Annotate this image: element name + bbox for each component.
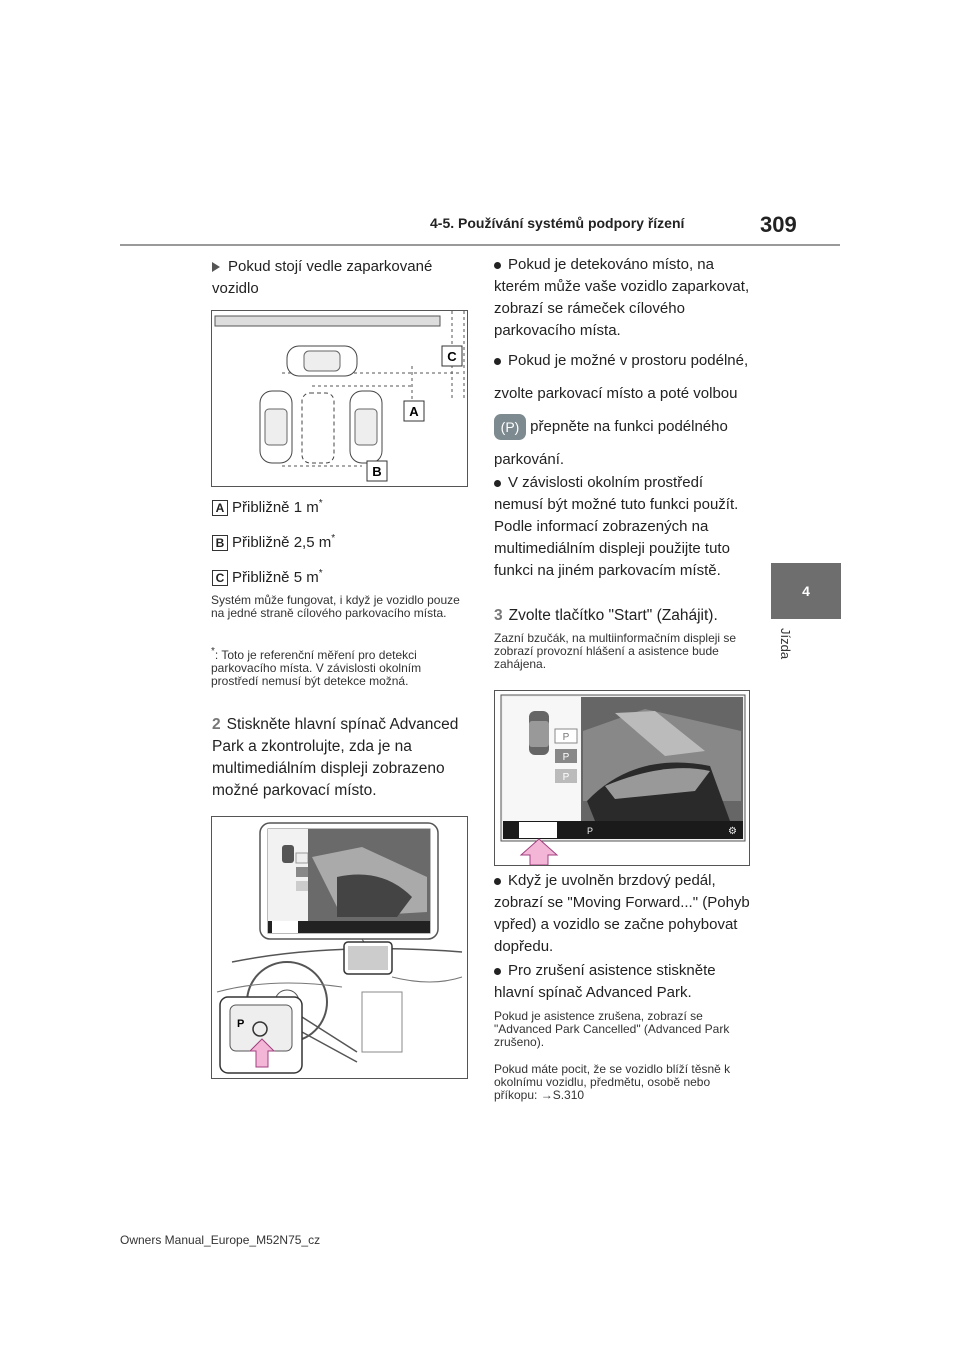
- parking-diagram-svg: [212, 311, 467, 486]
- step-3: 3 Zvolte tlačítko "Start" (Zahájit).: [494, 607, 718, 624]
- dashboard-figure: [211, 816, 468, 1079]
- car-left: [260, 391, 292, 463]
- dim-b: B Přibližně 2,5 m*: [212, 528, 335, 554]
- slot-p-1: P: [562, 732, 570, 743]
- bullet-detected: Pokud je detekováno místo, na kterém může vaše vozidlo zaparkovat, zobrazí se rámeček cílového parkovacího místa.: [494, 256, 750, 339]
- dim-a: A Přibližně 1 m*: [212, 493, 323, 519]
- bullet-parked-vehicle: Pokud stojí vedle zaparkované vozidlo: [212, 258, 433, 297]
- bullet-dot-icon: [494, 480, 501, 487]
- svg-text:P: P: [587, 826, 594, 836]
- bullet-environment: V závislosti okolním prostředí nemusí být možné tuto funkci použít. Podle informací zobrazených na multimediálním displeji použijte tuto funkci na jiném parkovacím místě.: [494, 474, 739, 579]
- header-rule: [120, 244, 840, 246]
- footer: Owners Manual_Europe_M52N75_cz: [120, 1233, 321, 1247]
- p-mark: P: [237, 1018, 245, 1030]
- parallel-park-icon: (P): [494, 414, 526, 440]
- step-2: 2 Stiskněte hlavní spínač Advanced Park a zkontrolujte, zda je na multimediálním displeji zobrazeno možné parkovací místo.: [212, 716, 459, 799]
- parking-diagram: [211, 310, 468, 487]
- dim-c: C Přibližně 5 m*: [212, 563, 323, 589]
- fig-label-b: B: [372, 464, 382, 479]
- bullet-dot-icon: [494, 262, 501, 269]
- multimedia-screen-figure: [494, 690, 750, 866]
- fig-label-a: A: [409, 404, 419, 419]
- slot-p-3: P: [562, 772, 570, 783]
- settings-icon: ⚙: [728, 826, 737, 837]
- bullet-brake-release: Když je uvolněn brzdový pedál, zobrazí se "Moving Forward..." (Pohyb vpřed) a vozidlo se začne pohybovat dopředu.: [494, 872, 750, 955]
- chapter-label: Jízda: [778, 628, 793, 660]
- bullet-dot-icon: [494, 358, 501, 365]
- footnote: *: Toto je referenční měření pro detekci parkovacího místa. V závislosti okolním prostředí nemusí být detekce možná.: [211, 646, 422, 688]
- bullet-cancel: Pro zrušení asistence stiskněte hlavní spínač Advanced Park.: [494, 962, 716, 1001]
- section-title: 4-5. Používání systémů podpory řízení: [430, 215, 685, 231]
- bullet-dot-icon: [494, 968, 501, 975]
- start-arrow-icon: [521, 839, 557, 865]
- note-one-side: Systém může fungovat, i když je vozidlo pouze na jedné straně cílového parkovacího místa.: [211, 593, 460, 620]
- chapter-tab: 4: [771, 563, 841, 619]
- car-right: [350, 391, 382, 463]
- note-close-approach: Pokud máte pocit, že se vozidlo blíží těsně k okolnímu vozidlu, předmětu, osobě nebo příkopu: →S.310: [494, 1062, 731, 1102]
- car-top: [287, 346, 357, 376]
- slot-p-2: P: [562, 752, 570, 763]
- target-space: [302, 393, 334, 463]
- triangle-bullet-icon: [212, 262, 220, 272]
- screen-svg: [495, 691, 749, 865]
- page-number: 309: [760, 212, 797, 237]
- note-cancelled: Pokud je asistence zrušena, zobrazí se "Advanced Park Cancelled" (Advanced Park zrušeno).: [494, 1009, 730, 1049]
- fig-label-c: C: [447, 349, 457, 364]
- bullet-parallel: Pokud je možné v prostoru podélné, zvolte parkovací místo a poté volbou (P) přepněte na funkci podélného parkování.: [494, 352, 749, 468]
- dashboard-svg: [212, 817, 467, 1078]
- note-buzzer: Zazní bzučák, na multiinformačním displeji se zobrazí provozní hlášení a asistence bude zahájena.: [494, 631, 737, 671]
- bullet-dot-icon: [494, 878, 501, 885]
